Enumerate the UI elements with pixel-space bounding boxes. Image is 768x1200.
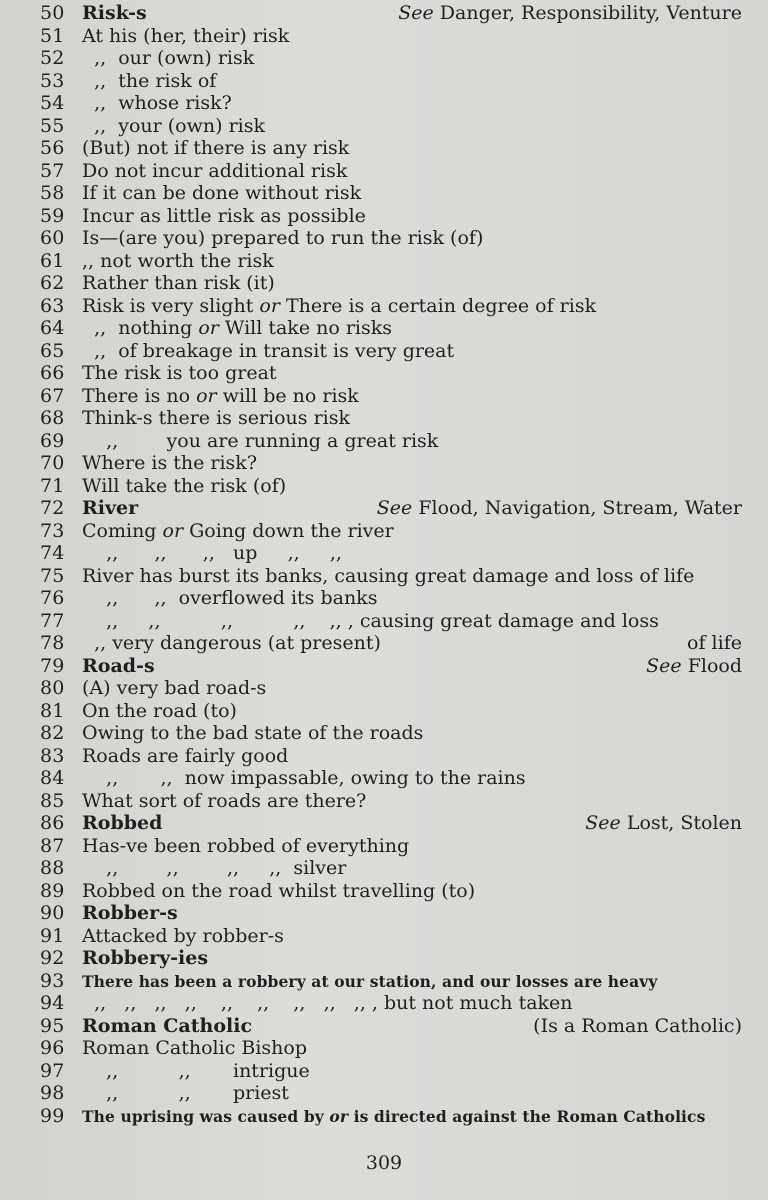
entry-number: 67: [40, 384, 65, 407]
entry-number: 50: [40, 2, 65, 24]
see-label: See: [585, 812, 627, 834]
entry-text: Is—(are you) prepared to run the risk (of): [82, 227, 484, 249]
entry-text: Will take the risk (of): [82, 474, 287, 497]
entry-row: [40, 205, 742, 228]
entry-number: 85: [40, 789, 65, 812]
entry-text: ,, our (own) risk: [82, 47, 255, 69]
entry-text: River has burst its banks, causing great damage and loss of life: [82, 564, 695, 587]
see-reference: [398, 2, 742, 25]
entry-row: [40, 317, 742, 340]
entry-number: 87: [40, 834, 65, 857]
entry-text: The risk is too great: [82, 362, 277, 384]
entry-row: [40, 295, 742, 318]
entry-number: 91: [40, 924, 65, 947]
entry-row: [40, 835, 742, 858]
entry-row: [40, 25, 742, 48]
entry-number: 77: [40, 609, 65, 632]
entry-row: [40, 1037, 742, 1060]
entry-headword: Robber-s: [82, 902, 178, 924]
entry-text: What sort of roads are there?: [82, 789, 367, 812]
entry-number: 71: [40, 474, 65, 497]
entry-row: [40, 1060, 742, 1083]
see-reference: [646, 655, 742, 678]
entry-number: 94: [40, 992, 65, 1014]
entry-headword-note: (Is a Roman Catholic): [527, 1014, 742, 1037]
entry-number: 81: [40, 699, 65, 722]
entry-heading-row: [40, 947, 742, 970]
entry-number: 56: [40, 137, 65, 159]
entry-row: [40, 115, 742, 138]
entry-number: 70: [40, 452, 65, 474]
entry-row: [40, 407, 742, 430]
entry-headword: River: [82, 497, 139, 519]
entry-row: [40, 70, 742, 93]
entry-text: ,, ,, ,, ,, ,, , causing great damage and loss: [82, 609, 659, 632]
entry-heading-row: [40, 655, 742, 678]
entry-text: ,, ,, now impassable, owing to the rains: [82, 767, 526, 789]
entry-row: [40, 857, 742, 880]
entry-number: 53: [40, 69, 65, 92]
entry-text: ,, nothing or Will take no risks: [82, 317, 392, 339]
entry-text: ,, ,, ,, ,, ,, ,, ,, ,, ,, , but not much taken: [82, 992, 573, 1014]
entry-number: 99: [40, 1104, 65, 1127]
entry-headword: Road-s: [82, 654, 155, 677]
entry-number: 61: [40, 249, 65, 272]
entry-number: 62: [40, 272, 65, 294]
entry-row: [40, 1082, 742, 1105]
entry-text: Think-s there is serious risk: [82, 407, 351, 429]
entry-number: 57: [40, 159, 65, 182]
entry-row: [40, 362, 742, 385]
entry-row: [40, 452, 742, 475]
entry-number: 95: [40, 1014, 65, 1037]
entry-text: ,, you are running a great risk: [82, 429, 439, 452]
entry-number: 82: [40, 722, 65, 744]
entry-number: 54: [40, 92, 65, 114]
entry-headword: Robbed: [82, 812, 163, 834]
entry-number: 55: [40, 114, 65, 137]
entry-text: Attacked by robber-s: [82, 924, 284, 947]
entry-text: Risk is very slight or There is a certain degree of risk: [82, 294, 597, 317]
entry-number: 78: [40, 632, 65, 654]
entry-number: 89: [40, 879, 65, 902]
entry-number: 75: [40, 564, 65, 587]
entry-number: 60: [40, 227, 65, 249]
entry-number: 73: [40, 519, 65, 542]
entry-headword: Robbery-ies: [82, 947, 209, 969]
entry-number: 74: [40, 542, 65, 564]
see-label: See: [398, 2, 440, 24]
entry-number: 97: [40, 1059, 65, 1082]
see-reference: [687, 632, 742, 655]
entry-number: 76: [40, 587, 65, 609]
entry-headword: Roman Catholic: [82, 1014, 253, 1037]
entry-number: 63: [40, 294, 65, 317]
entry-row: [40, 542, 742, 565]
entry-text: ,, ,, intrigue: [82, 1059, 310, 1082]
entry-number: 86: [40, 812, 65, 834]
entry-row: [40, 92, 742, 115]
entry-list: [40, 2, 742, 1127]
entry-text: ,, ,, ,, ,, silver: [82, 857, 347, 879]
see-reference: [585, 812, 742, 835]
entry-number: 98: [40, 1082, 65, 1104]
entry-text: If it can be done without risk: [82, 182, 362, 204]
entry-number: 51: [40, 24, 65, 47]
page-number: 309: [365, 1152, 403, 1174]
entry-number: 58: [40, 182, 65, 204]
see-target: of life: [687, 632, 742, 654]
entry-row: [40, 992, 742, 1015]
entry-row: [40, 227, 742, 250]
entry-number: 90: [40, 902, 65, 924]
entry-text: The uprising was caused by or is directed against the Roman Catholics: [82, 1106, 706, 1126]
entry-row: [40, 587, 742, 610]
entry-row: [40, 767, 742, 790]
entry-row: [40, 47, 742, 70]
entry-text: On the road (to): [82, 699, 237, 722]
entry-row: [40, 632, 742, 655]
entry-row: [40, 970, 742, 993]
entry-text: ,, whose risk?: [82, 92, 232, 114]
entry-text: ,, the risk of: [82, 69, 217, 92]
entry-row: [40, 925, 742, 948]
entry-text: Where is the risk?: [82, 452, 258, 474]
entry-heading-row: [40, 812, 742, 835]
entry-row: [40, 137, 742, 160]
entry-headword: Risk-s: [82, 2, 147, 24]
entry-text: Roads are fairly good: [82, 744, 289, 767]
entry-row: [40, 677, 742, 700]
entry-text: ,, very dangerous (at present): [82, 632, 381, 654]
see-target: Flood: [687, 654, 742, 677]
entry-row: [40, 610, 742, 633]
entry-row: [40, 745, 742, 768]
entry-text: ,, ,, ,, up ,, ,,: [82, 542, 342, 564]
entry-number: 93: [40, 969, 65, 992]
see-label: See: [646, 654, 688, 677]
entry-text: Coming or Going down the river: [82, 519, 394, 542]
entry-row: [40, 250, 742, 273]
entry-text: (A) very bad road-s: [82, 677, 267, 699]
entry-row: [40, 565, 742, 588]
entry-text: ,, of breakage in transit is very great: [82, 339, 455, 362]
entry-number: 84: [40, 767, 65, 789]
see-label: See: [376, 497, 419, 519]
entry-number: 96: [40, 1037, 65, 1059]
see-target: Lost, Stolen: [626, 812, 742, 834]
entry-text: (But) not if there is any risk: [82, 137, 350, 159]
entry-row: [40, 430, 742, 453]
entry-heading-row: [40, 497, 742, 520]
entry-number: 59: [40, 204, 65, 227]
entry-text: There is no or will be no risk: [82, 384, 359, 407]
entry-number: 92: [40, 947, 65, 969]
entry-text: Robbed on the road whilst travelling (to): [82, 879, 476, 902]
entry-text: Rather than risk (it): [82, 272, 275, 294]
entry-text: ,, not worth the risk: [82, 249, 274, 272]
entry-heading-row: [40, 2, 742, 25]
entry-text: Incur as little risk as possible: [82, 204, 366, 227]
see-target: Flood, Navigation, Stream, Water: [418, 497, 742, 519]
entry-number: 65: [40, 339, 65, 362]
entry-row: [40, 182, 742, 205]
entry-row: [40, 340, 742, 363]
entry-row: [40, 700, 742, 723]
entry-number: 83: [40, 744, 65, 767]
entry-number: 72: [40, 497, 65, 519]
entry-text: Do not incur additional risk: [82, 159, 348, 182]
entry-text: ,, ,, overflowed its banks: [82, 587, 378, 609]
entry-row: [40, 160, 742, 183]
entry-text: Has-ve been robbed of everything: [82, 834, 410, 857]
entry-heading-row: [40, 902, 742, 925]
entry-heading-row: [40, 1015, 742, 1038]
entry-text: ,, ,, priest: [82, 1082, 289, 1104]
entry-row: [40, 272, 742, 295]
entry-number: 68: [40, 407, 65, 429]
entry-text: There has been a robbery at our station, and our losses are heavy: [82, 971, 658, 991]
entry-text: Roman Catholic Bishop: [82, 1037, 308, 1059]
entry-number: 69: [40, 429, 65, 452]
entry-row: [40, 722, 742, 745]
entry-row: [40, 880, 742, 903]
entry-row: [40, 385, 742, 408]
entry-row: [40, 520, 742, 543]
entry-number: 88: [40, 857, 65, 879]
entry-text: ,, your (own) risk: [82, 114, 265, 137]
entry-row: [40, 475, 742, 498]
entry-row: [40, 1105, 742, 1128]
entry-number: 66: [40, 362, 65, 384]
entry-number: 80: [40, 677, 65, 699]
entry-number: 79: [40, 654, 65, 677]
entry-number: 52: [40, 47, 65, 69]
entry-row: [40, 790, 742, 813]
entry-text: At his (her, their) risk: [82, 24, 290, 47]
see-target: Danger, Responsibility, Venture: [439, 2, 742, 24]
entry-number: 64: [40, 317, 65, 339]
entry-text: Owing to the bad state of the roads: [82, 722, 424, 744]
see-reference: [377, 497, 742, 520]
